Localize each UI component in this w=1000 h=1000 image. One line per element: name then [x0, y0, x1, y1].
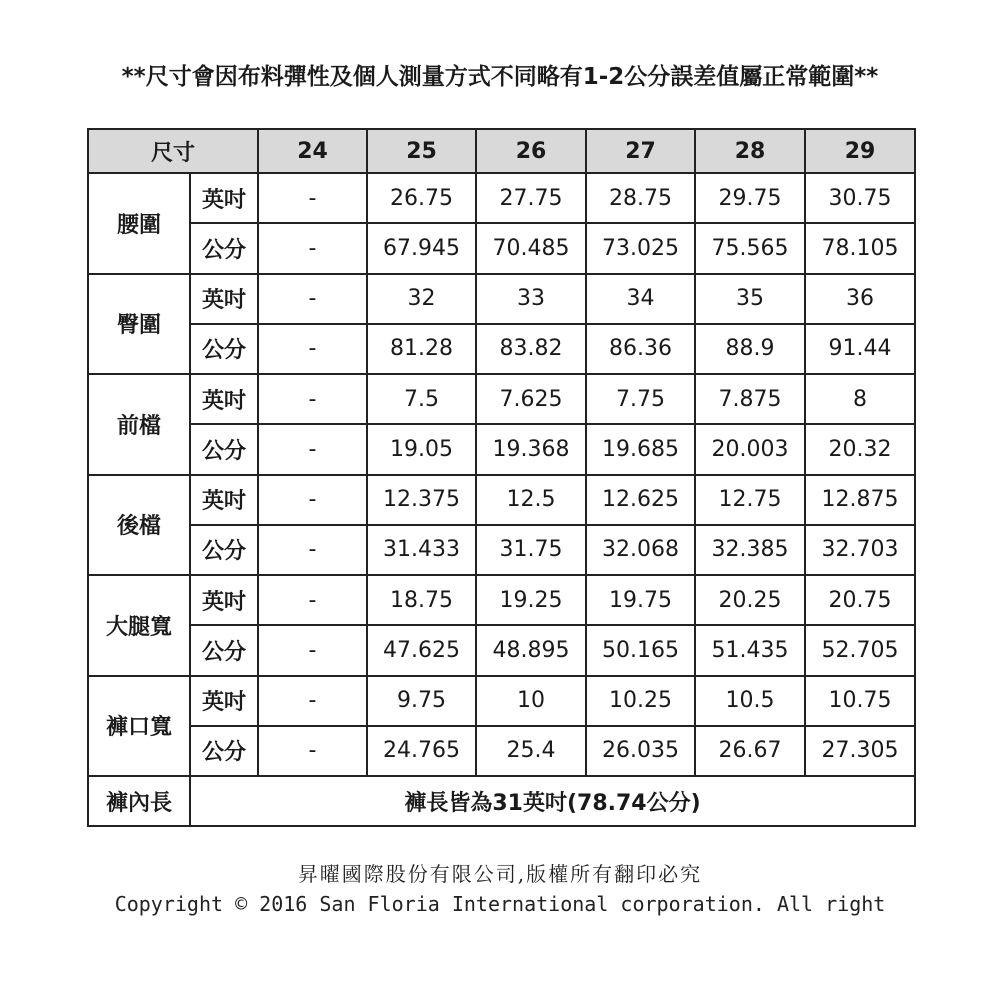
- measurement-value: -: [258, 625, 367, 675]
- size-header-row: [88, 129, 915, 173]
- measurement-value: -: [258, 676, 367, 726]
- measurement-value: 19.05: [367, 424, 476, 474]
- measurement-value: 12.875: [805, 475, 915, 525]
- unit-label: 英吋: [190, 274, 258, 324]
- measurement-value: 7.75: [586, 374, 695, 424]
- measurement-row: [88, 676, 915, 726]
- measurement-value: 25.4: [476, 726, 586, 776]
- measurement-value: 34: [586, 274, 695, 324]
- measurement-value: 7.5: [367, 374, 476, 424]
- measurement-part-label: 前檔: [88, 374, 190, 475]
- measurement-value: 81.28: [367, 324, 476, 374]
- measurement-value: 88.9: [695, 324, 805, 374]
- measurement-row: [88, 726, 915, 776]
- size-header-27: 27: [586, 129, 695, 173]
- company-notice: 昇曜國際股份有限公司,版權所有翻印必究: [297, 862, 703, 886]
- measurement-row: [88, 173, 915, 223]
- measurement-value: 31.433: [367, 525, 476, 575]
- measurement-value: 9.75: [367, 676, 476, 726]
- size-table-body: [88, 173, 915, 776]
- inseam-note: 褲長皆為31英吋(78.74公分): [190, 776, 915, 826]
- unit-label: 公分: [190, 424, 258, 474]
- measurement-value: 8: [805, 374, 915, 424]
- measurement-value: 7.625: [476, 374, 586, 424]
- measurement-value: 20.32: [805, 424, 915, 474]
- measurement-value: 18.75: [367, 575, 476, 625]
- measurement-value: -: [258, 173, 367, 223]
- measurement-part-label: 褲口寬: [88, 676, 190, 777]
- measurement-row: [88, 374, 915, 424]
- measurement-value: 24.765: [367, 726, 476, 776]
- measurement-value: 67.945: [367, 223, 476, 273]
- measurement-value: 20.75: [805, 575, 915, 625]
- inseam-label: 褲內長: [88, 776, 190, 826]
- measurement-part-label: 腰圍: [88, 173, 190, 274]
- unit-label: 英吋: [190, 575, 258, 625]
- measurement-value: 50.165: [586, 625, 695, 675]
- measurement-value: 7.875: [695, 374, 805, 424]
- size-header-29: 29: [805, 129, 915, 173]
- measurement-row: [88, 223, 915, 273]
- measurement-value: 26.035: [586, 726, 695, 776]
- measurement-value: 12.75: [695, 475, 805, 525]
- size-header-24: 24: [258, 129, 367, 173]
- measurement-value: 31.75: [476, 525, 586, 575]
- measurement-value: -: [258, 374, 367, 424]
- measurement-value: 19.685: [586, 424, 695, 474]
- measurement-value: 32.385: [695, 525, 805, 575]
- measurement-value: 19.25: [476, 575, 586, 625]
- unit-label: 英吋: [190, 676, 258, 726]
- unit-label: 公分: [190, 324, 258, 374]
- measurement-value: 10.5: [695, 676, 805, 726]
- measurement-value: 12.5: [476, 475, 586, 525]
- measurement-part-label: 大腿寬: [88, 575, 190, 676]
- measurement-value: 86.36: [586, 324, 695, 374]
- measurement-value: -: [258, 475, 367, 525]
- unit-label: 英吋: [190, 475, 258, 525]
- measurement-value: 12.375: [367, 475, 476, 525]
- measurement-value: 28.75: [586, 173, 695, 223]
- measurement-value: 27.305: [805, 726, 915, 776]
- measurement-value: 10: [476, 676, 586, 726]
- measurement-part-label: 後檔: [88, 475, 190, 576]
- measurement-value: 20.25: [695, 575, 805, 625]
- measurement-value: 47.625: [367, 625, 476, 675]
- measurement-value: 30.75: [805, 173, 915, 223]
- size-notice: **尺寸會因布料彈性及個人測量方式不同略有1-2公分誤差值屬正常範圍**: [121, 64, 879, 90]
- measurement-value: 35: [695, 274, 805, 324]
- measurement-row: [88, 475, 915, 525]
- measurement-value: 26.75: [367, 173, 476, 223]
- measurement-value: 26.67: [695, 726, 805, 776]
- size-table: [87, 128, 916, 827]
- measurement-value: 36: [805, 274, 915, 324]
- measurement-value: 83.82: [476, 324, 586, 374]
- measurement-row: [88, 324, 915, 374]
- size-header-28: 28: [695, 129, 805, 173]
- measurement-value: -: [258, 726, 367, 776]
- measurement-value: 75.565: [695, 223, 805, 273]
- unit-label: 公分: [190, 625, 258, 675]
- measurement-value: 19.368: [476, 424, 586, 474]
- unit-label: 英吋: [190, 173, 258, 223]
- unit-label: 公分: [190, 223, 258, 273]
- measurement-value: 32.703: [805, 525, 915, 575]
- measurement-value: 10.25: [586, 676, 695, 726]
- copyright-notice: Copyright © 2016 San Floria International corporation. All right: [114, 892, 886, 916]
- measurement-value: -: [258, 575, 367, 625]
- size-header-26: 26: [476, 129, 586, 173]
- measurement-value: -: [258, 324, 367, 374]
- measurement-value: 91.44: [805, 324, 915, 374]
- measurement-value: 52.705: [805, 625, 915, 675]
- measurement-row: [88, 424, 915, 474]
- measurement-value: -: [258, 525, 367, 575]
- measurement-value: 78.105: [805, 223, 915, 273]
- unit-label: 英吋: [190, 374, 258, 424]
- measurement-value: -: [258, 424, 367, 474]
- size-header-25: 25: [367, 129, 476, 173]
- measurement-value: -: [258, 223, 367, 273]
- measurement-value: 20.003: [695, 424, 805, 474]
- measurement-value: 33: [476, 274, 586, 324]
- inseam-row: [88, 776, 915, 826]
- measurement-value: 29.75: [695, 173, 805, 223]
- measurement-value: 10.75: [805, 676, 915, 726]
- measurement-row: [88, 625, 915, 675]
- measurement-value: 32.068: [586, 525, 695, 575]
- unit-label: 公分: [190, 525, 258, 575]
- measurement-value: -: [258, 274, 367, 324]
- measurement-value: 70.485: [476, 223, 586, 273]
- measurement-value: 32: [367, 274, 476, 324]
- measurement-value: 12.625: [586, 475, 695, 525]
- measurement-value: 48.895: [476, 625, 586, 675]
- measurement-value: 19.75: [586, 575, 695, 625]
- measurement-value: 27.75: [476, 173, 586, 223]
- measurement-row: [88, 525, 915, 575]
- measurement-row: [88, 274, 915, 324]
- measurement-row: [88, 575, 915, 625]
- measurement-value: 51.435: [695, 625, 805, 675]
- size-header-label: 尺寸: [88, 129, 258, 173]
- unit-label: 公分: [190, 726, 258, 776]
- measurement-part-label: 臀圍: [88, 274, 190, 375]
- measurement-value: 73.025: [586, 223, 695, 273]
